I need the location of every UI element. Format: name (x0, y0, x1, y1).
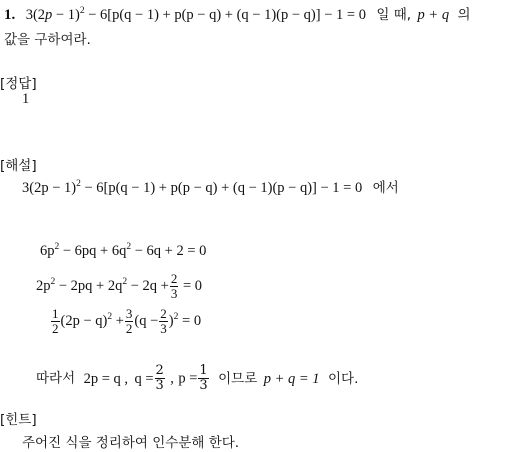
expr-part: + (112, 312, 124, 329)
fraction-numerator: 1 (52, 306, 59, 321)
expr-part: − 2q + (127, 277, 169, 294)
fraction (170, 272, 179, 301)
expr-part: 6p (40, 243, 55, 259)
conclusion-math: 2p = q , (83, 370, 129, 387)
expr-sup: 2 (79, 6, 85, 16)
fraction-denominator: 3 (160, 321, 167, 336)
conclusion-text: 따라서 (36, 370, 76, 387)
fraction-numerator: 2 (160, 306, 167, 321)
conclusion-text: 이므로 (218, 370, 258, 387)
equation-3 (50, 307, 201, 336)
hint-text: 주어진 식을 정리하여 인수분해 한다. (22, 435, 240, 451)
conclusion-math: p + q = 1 (263, 370, 320, 387)
fraction-denominator: 2 (52, 321, 59, 336)
expr-sup: 2 (107, 311, 113, 322)
given-suffix: 에서 (372, 180, 399, 196)
conclusion-math: p = (178, 370, 198, 387)
expr-part: − 2pq + 2q (55, 277, 123, 294)
hint-label: [힌트] (0, 412, 37, 428)
expr-part: − 1) (52, 7, 80, 23)
problem-target: p + q (417, 7, 450, 23)
answer-label: [정답] (0, 76, 37, 92)
expr-sup: 2 (54, 242, 60, 252)
fraction-numerator: 2 (170, 271, 178, 286)
expr-part: − 6pq + 6q (59, 243, 127, 259)
problem-expression (26, 7, 366, 23)
conclusion-text: 이다. (328, 370, 359, 387)
problem-number: 1. (4, 7, 16, 23)
expr-part: = 0 (178, 312, 202, 329)
expr-part: − 6[p(q − 1) + p(p − q) + (q − 1)(p − q)] − 1 = 0 (80, 180, 363, 196)
fraction (198, 364, 208, 393)
problem-line1-end: 의 (457, 7, 471, 23)
fraction-numerator: 1 (199, 363, 208, 378)
expr-sup: 2 (173, 311, 179, 322)
expr-part: = 0 (179, 277, 203, 294)
expr-sup: 2 (50, 276, 56, 287)
problem-line-2: 값을 구하여라. (4, 32, 91, 48)
fraction-denominator: 2 (125, 321, 133, 336)
conclusion-math: q = (134, 370, 154, 387)
solution-label: [해설] (0, 158, 37, 174)
solution-conclusion (36, 364, 358, 393)
expr-part: − 6[p(q − 1) + p(p − q) + (q − 1)(p − q)] − 1 = 0 (84, 7, 366, 23)
conclusion-math: , (170, 370, 174, 387)
expr-part: ) (168, 312, 174, 329)
given-expression (22, 180, 362, 196)
fraction-denominator: 3 (170, 286, 178, 301)
expr-part: (2p − q) (60, 312, 108, 329)
equation-2 (36, 272, 202, 301)
expr-part: 2p (36, 277, 51, 294)
expr-sup: 2 (126, 242, 132, 252)
problem-line-1 (4, 3, 471, 24)
expr-part: (q − (134, 312, 159, 329)
fraction-denominator: 3 (155, 378, 164, 393)
solution-given (22, 176, 399, 197)
fraction (159, 307, 168, 336)
expr-part: 3(2p − 1) (22, 180, 77, 196)
expr-part: p (45, 7, 53, 23)
fraction-denominator: 3 (199, 378, 208, 393)
fraction (51, 307, 60, 336)
problem-suffix: 일 때, (376, 7, 412, 23)
expr-sup: 2 (76, 179, 81, 189)
expr-sup: 2 (122, 276, 128, 287)
fraction-numerator: 2 (155, 363, 164, 378)
fraction (125, 307, 134, 336)
fraction (155, 364, 165, 393)
expr-part: 3(2 (25, 7, 46, 23)
fraction-numerator: 3 (125, 306, 133, 321)
answer-value: 1 (22, 91, 30, 107)
equation-1 (40, 243, 206, 260)
expr-part: − 6q + 2 = 0 (131, 243, 207, 259)
